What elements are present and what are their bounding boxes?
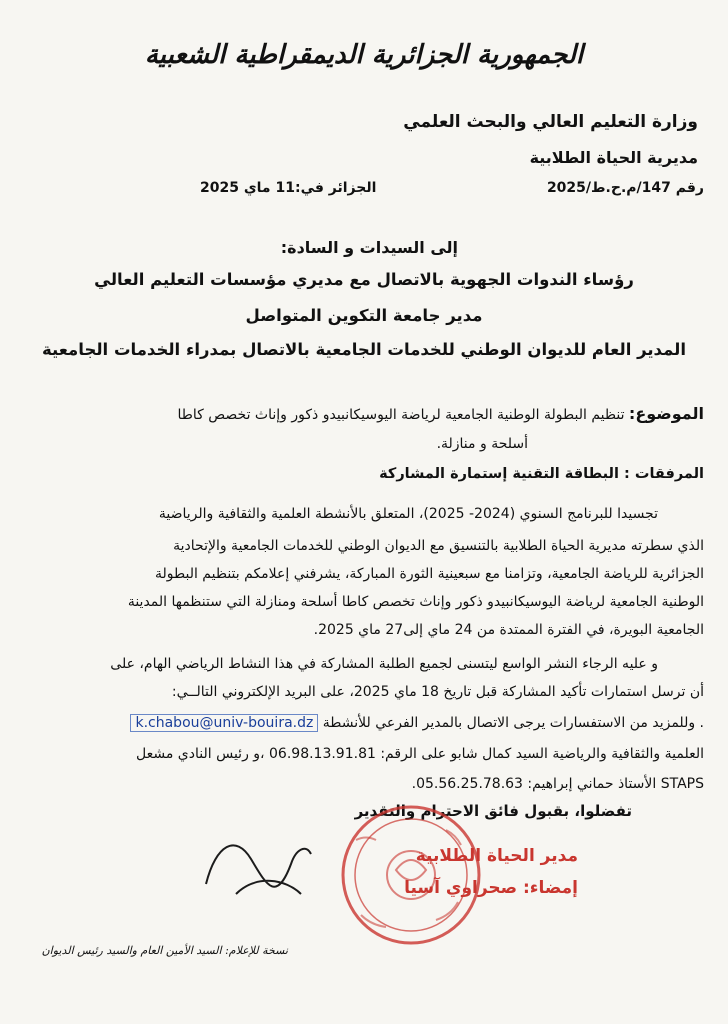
addressee-intro: إلى السيدات و السادة: xyxy=(280,238,458,257)
addressee-line-3: المدير العام للديوان الوطني للخدمات الجامعية بالاتصال بمدراء الخدمات الجامعية xyxy=(41,340,686,359)
body-line-4: الوطنية الجامعية لرياضة اليوسيكانبيدو ذكور وإناث تخصص كاطا أسلحة ومنازلة التي ستنظمها المدينة xyxy=(127,594,704,610)
subject-text: تنظيم البطولة الوطنية الجامعية لرياضة اليوسيكانبيدو ذكور وإناث تخصص كاطا xyxy=(177,407,625,423)
copy-for-information: نسخة للإعلام: السيد الأمين العام والسيد رئيس الديوان xyxy=(41,944,288,957)
addressee-line-1: رؤساء الندوات الجهوية بالاتصال مع مديري مؤسسات التعليم العالي xyxy=(94,270,634,289)
body-line-3: الجزائرية للرياضة الجامعية، وتزامنا مع سبعينية الثورة المباركة، يشرفني إعلامكم بتنظيم البطولة xyxy=(154,566,704,582)
addressee-line-2: مدير جامعة التكوين المتواصل xyxy=(245,306,483,325)
republic-header: الجمهورية الجزائرية الديمقراطية الشعبية xyxy=(144,40,584,70)
body-line-8: . وللمزيد من الاستفسارات يرجى الاتصال بالمدير الفرعي للأنشطة xyxy=(322,715,704,731)
body-line-6: و عليه الرجاء النشر الواسع ليتسنى لجميع الطلبة المشاركة في هذا النشاط الرياضي الهام، على xyxy=(110,656,658,672)
handwritten-signature-icon xyxy=(196,824,316,914)
official-stamp-icon xyxy=(336,800,486,950)
attachments-label: المرفقات : xyxy=(624,466,704,482)
attachments-line xyxy=(379,466,704,482)
body-line-2: الذي سطرته مديرية الحياة الطلابية بالتنسيق مع الديوان الوطني للخدمات الجامعية والإتحادية xyxy=(173,538,704,554)
subject-label: الموضوع: xyxy=(628,404,704,423)
subject-text-2: أسلحة و منازلة. xyxy=(436,436,528,452)
subject-line xyxy=(177,404,704,423)
body-line-1: تجسيدا للبرنامج السنوي (2024- 2025)، المتعلق بالأنشطة العلمية والثقافية والرياضية xyxy=(158,506,658,522)
signature-title: مدير الحياة الطلابية xyxy=(415,846,578,866)
email-link[interactable]: k.chabou@univ-bouira.dz xyxy=(130,714,318,732)
closing-line: تفضلوا، بقبول فائق الاحترام والتقدير xyxy=(354,802,632,820)
body-line-10: STAPS الأستاذ حماني إبراهيم: 05.56.25.78.63. xyxy=(411,776,704,792)
directorate-name: مديرية الحياة الطلابية xyxy=(529,148,698,167)
reference-number: رقم 147/م.ح.ط/2025 xyxy=(546,180,704,196)
attachments-text: البطاقة التقنية إستمارة المشاركة xyxy=(379,466,619,482)
body-line-7: أن ترسل استمارات تأكيد المشاركة قبل تاريخ 18 ماي 2025، على البريد الإلكتروني التالــي: xyxy=(171,684,704,700)
body-line-9: العلمية والثقافية والرياضية السيد كمال شابو على الرقم: 06.98.13.91.81 ،و رئيس النادي مشعل xyxy=(136,746,704,762)
signature-name: إمضاء: صحراوي آسيا xyxy=(404,878,578,898)
body-line-5: الجامعية البويرة، في الفترة الممتدة من 24 ماي إلى27 ماي 2025. xyxy=(313,622,704,638)
ministry-name: وزارة التعليم العالي والبحث العلمي xyxy=(403,112,698,132)
letter-date: الجزائر في:11 ماي 2025 xyxy=(200,180,377,196)
email-line xyxy=(126,714,704,732)
